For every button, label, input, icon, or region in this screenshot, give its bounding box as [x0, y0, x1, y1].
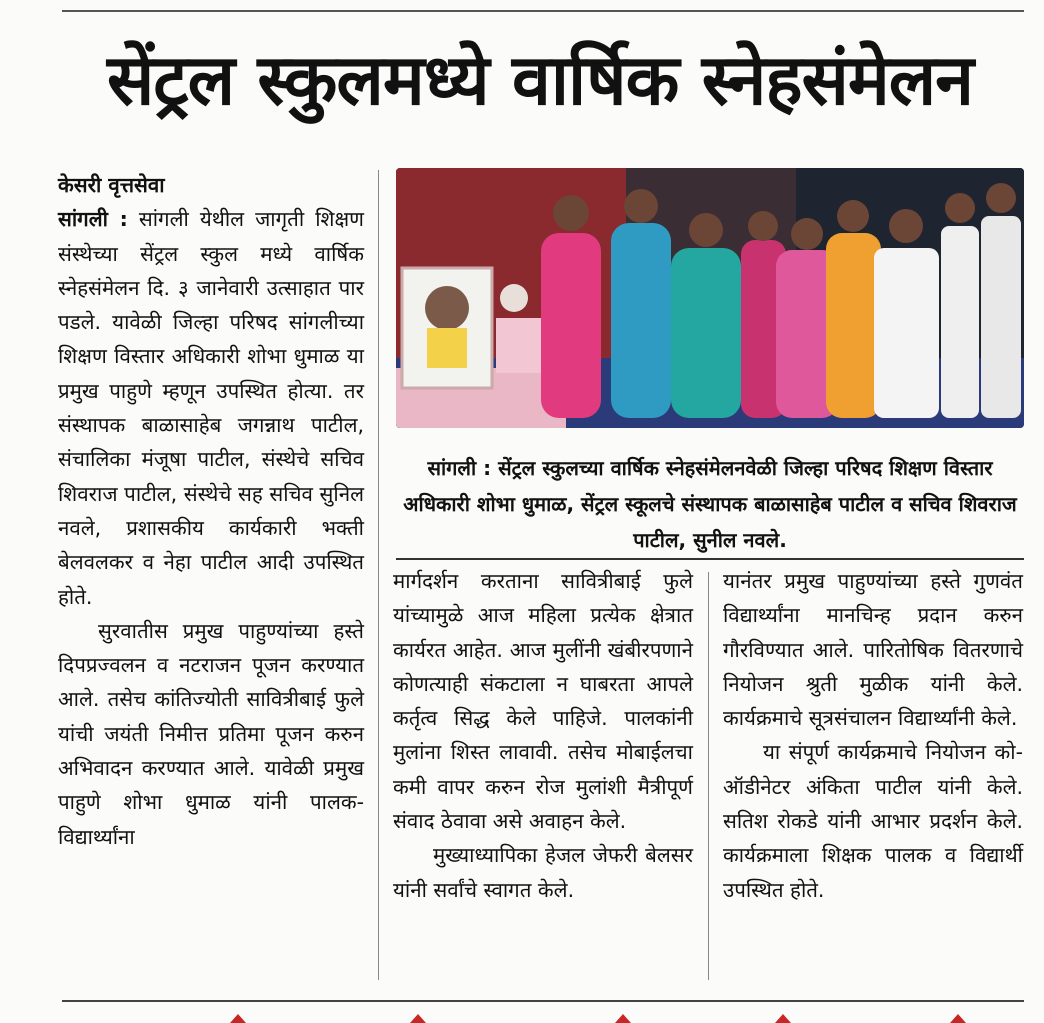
column-divider: [378, 170, 379, 980]
byline: केसरी वृत्तसेवा: [58, 173, 165, 197]
paragraph: यानंतर प्रमुख पाहुण्यांच्या हस्ते गुणवंत विद्यार्थ्यांना मानचिन्ह प्रदान करुन गौरविण्यात आले. पारितोषिक वितरणाचे नियोजन श्रुती मुळीक यांनी केले. कार्यक्रमाचे सूत्रसंचालन विद्यार्थ्यांनी केले.: [723, 569, 1023, 731]
column-divider: [708, 572, 709, 980]
headline: सेंट्रल स्कुलमध्ये वार्षिक स्नेहसंमेलन: [106, 39, 974, 121]
top-rule: [62, 10, 1024, 12]
article-column-2: [393, 564, 693, 907]
paragraph: या संपूर्ण कार्यक्रमाचे नियोजन को-ऑडीनेटर अंकिता पाटील यांनी केले. सतिश रोकडे यांनी आभार प्रदर्शन केले. कार्यक्रमाला शिक्षक पालक व विद्यार्थी उपस्थित होते.: [723, 740, 1023, 902]
caption-rule: [396, 558, 1024, 560]
next-article-fragments: [0, 1012, 1044, 1023]
paragraph-text: सांगली येथील जागृती शिक्षण संस्थेच्या सेंट्रल स्कुल मध्ये वार्षिक स्नेहसंमेलन दि. ३ जानेवारी उत्साहात पार पडले. यावेळी जिल्हा परिषद सांगलीच्या शिक्षण विस्तार अधिकारी शोभा धुमाळ या प्रमुख पाहुणे म्हणून उपस्थित होत्या. तर संस्थापक बाळासाहेब जगन्नाथ पाटील, संचालिका मंजूषा पाटील, संस्थेचे सचिव शिवराज पाटील, संस्थेचे सह सचिव सुनिल नवले, प्रशासकीय कार्यकारी भक्ती बेलवलकर व नेहा पाटील आदी उपस्थित होते.: [58, 207, 364, 609]
bottom-rule: [62, 1000, 1024, 1002]
paragraph: सुरवातीस प्रमुख पाहुण्यांच्या हस्ते दिपप्रज्वलन व नटराजन पूजन करण्यात आले. तसेच कांतिज्योती सावित्रीबाई फुले यांची जयंती निमीत्त प्रतिमा पूजन करुन अभिवादन करण्यात आले. यावेळी प्रमुख पाहुणे शोभा धुमाळ यांनी पालक-विद्यार्थ्यांना: [58, 618, 364, 849]
article-column-1: [58, 168, 364, 854]
paragraph: मार्गदर्शन करताना सावित्रीबाई फुले यांच्यामुळे आज महिला प्रत्येक क्षेत्रात कार्यरत आहेत. आज मुलींनी खंबीरपणाने कोणत्याही संकटाला न घाबरता आपले कर्तृत्व सिद्ध केले पाहिजे. पालकांनी मुलांना शिस्त लावावी. तसेच मोबाईलचा कमी वापर करुन रोज मुलांशी मैत्रीपूर्ण संवाद ठेवावा असे अवाहन केले.: [393, 569, 693, 834]
event-photo: [396, 168, 1024, 428]
paragraph: [58, 202, 364, 614]
article-column-3: [723, 564, 1023, 907]
photo-caption: सांगली : सेंट्रल स्कुलच्या वार्षिक स्नेहसंमेलनवेळी जिल्हा परिषद शिक्षण विस्तार अधिकारी शोभा धुमाळ, सेंट्रल स्कूलचे संस्थापक बाळासाहेब पाटील व सचिव शिवराज पाटील, सुनील नवले.: [403, 456, 1017, 552]
dateline-place: सांगली :: [58, 207, 128, 232]
paragraph: मुख्याध्यापिका हेजल जेफरी बेलसर यांनी सर्वांचे स्वागत केले.: [393, 843, 693, 902]
